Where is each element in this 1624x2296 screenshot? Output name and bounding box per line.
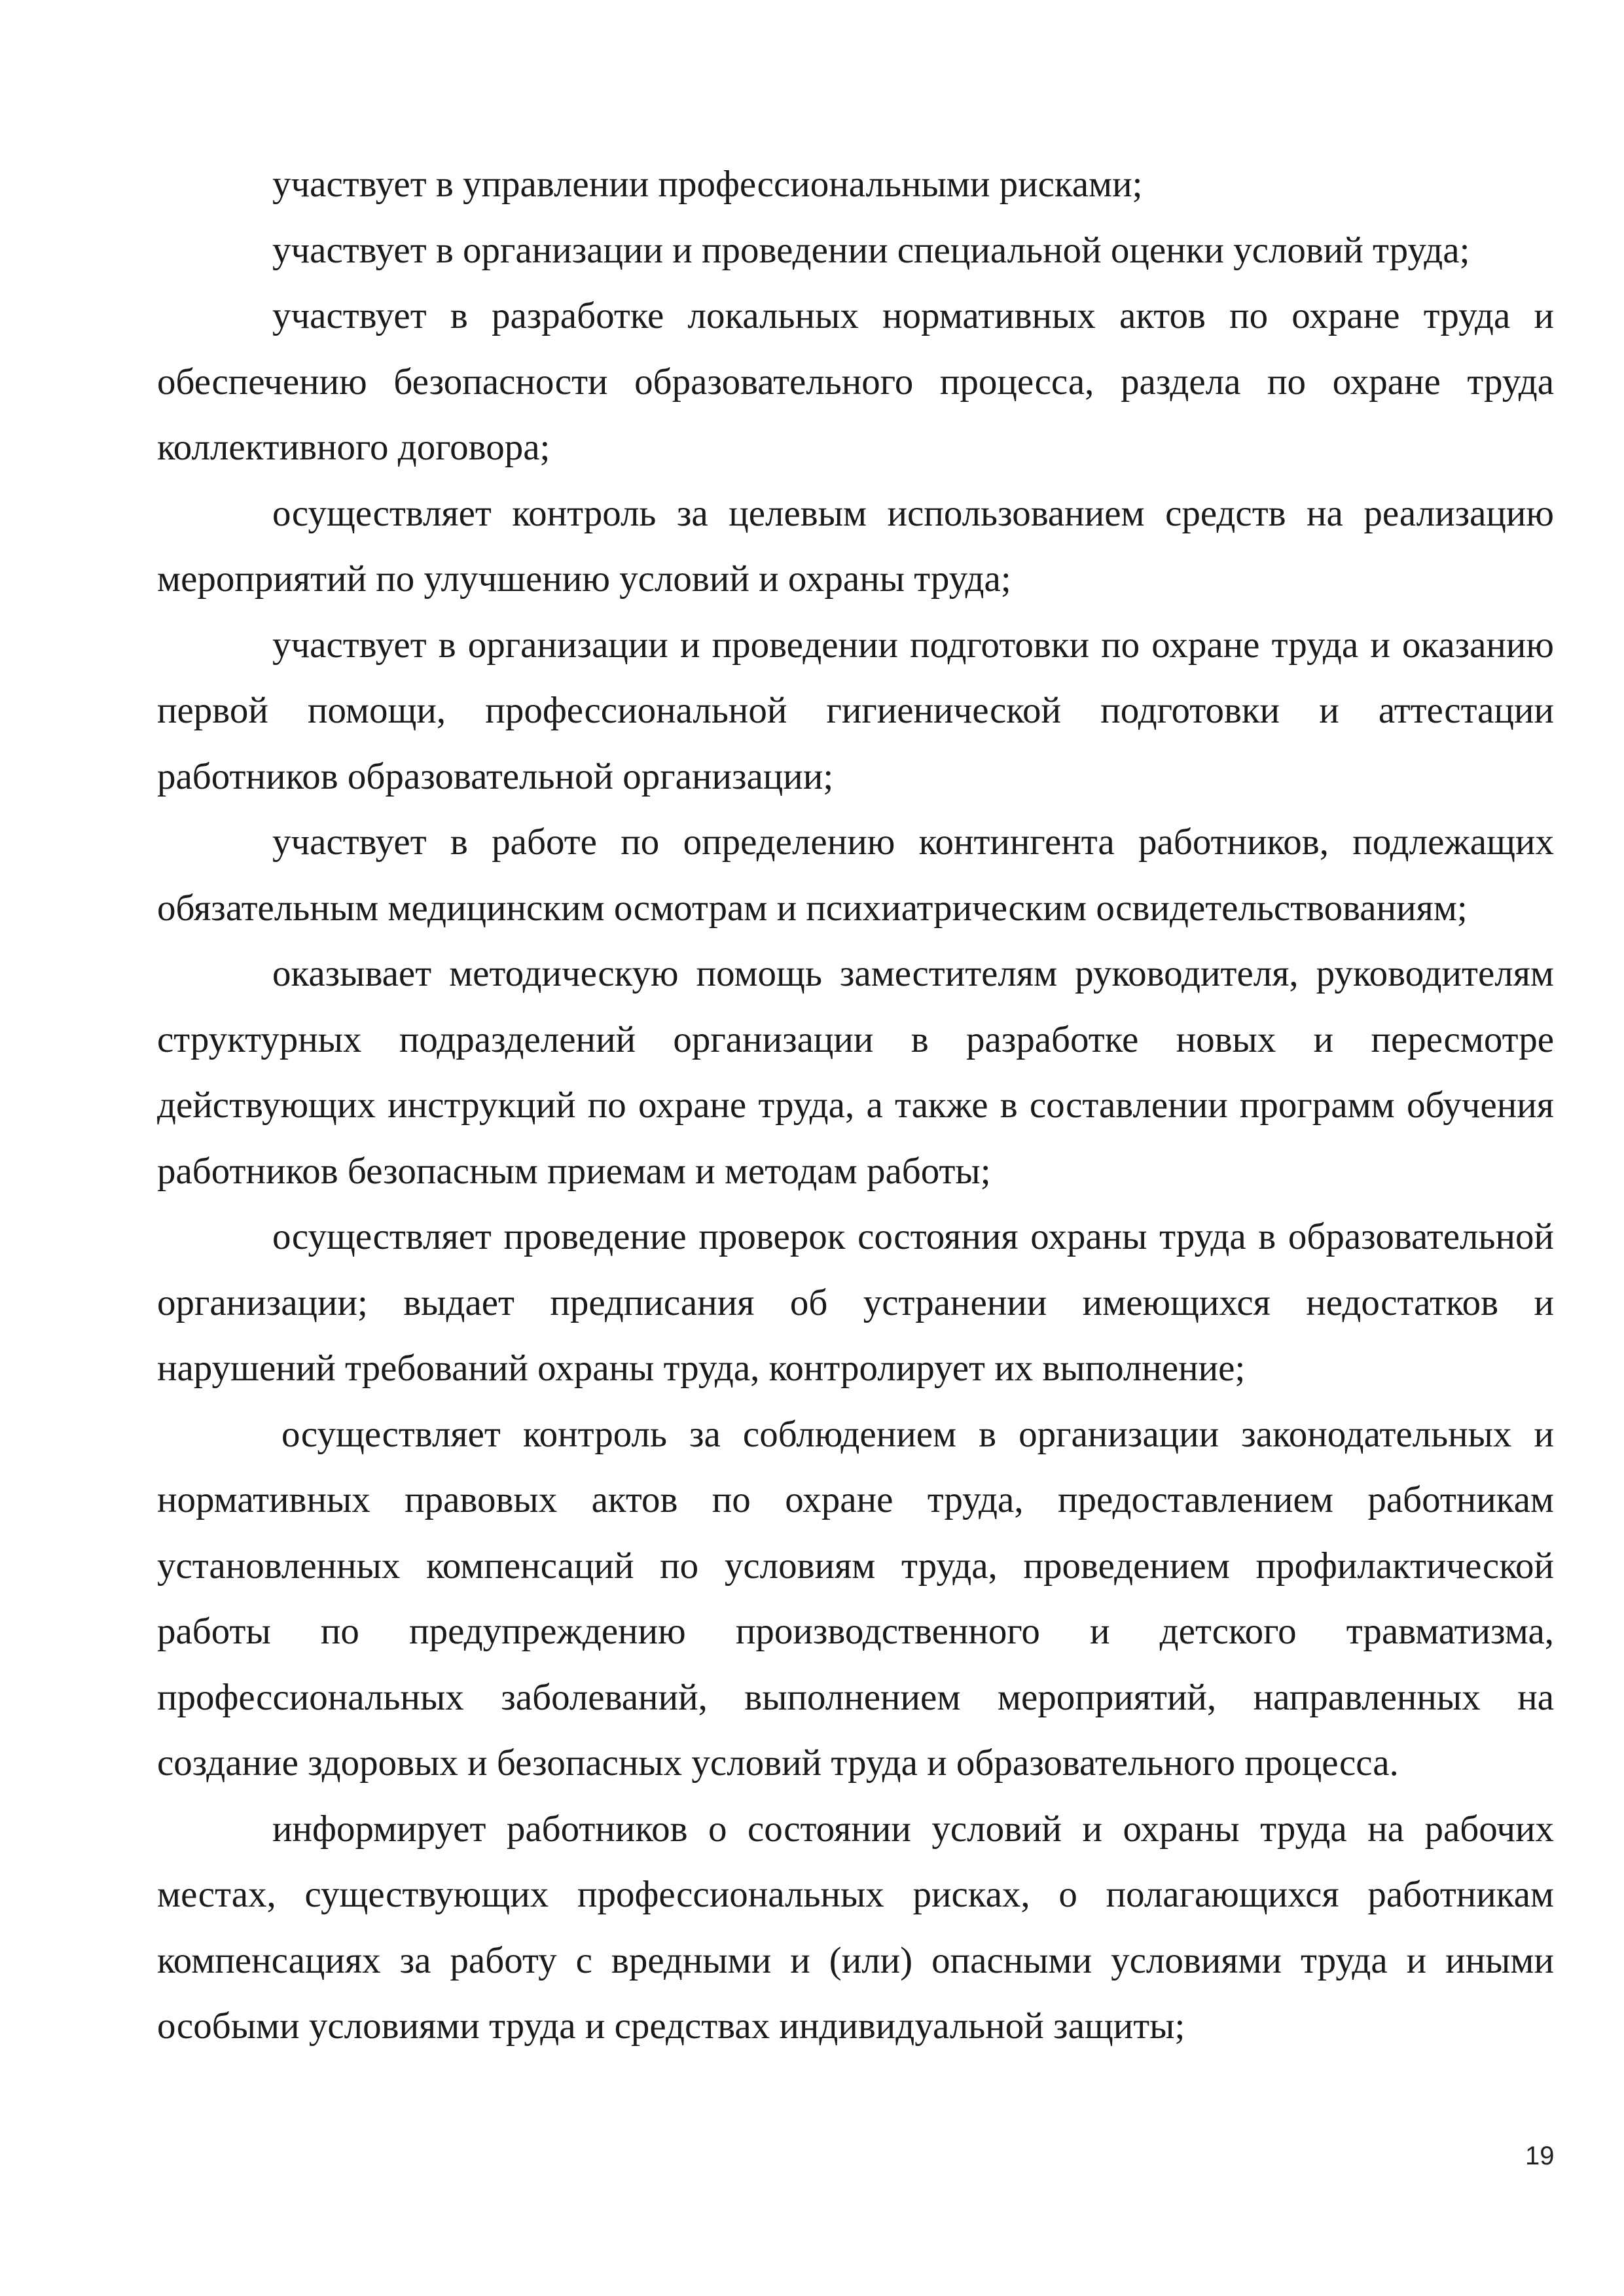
paragraph: осуществляет проведение проверок состояния охраны труда в образовательной организации; выдает предписания об устранении имеющихся недостатков и нарушений требований охраны труда, контролирует их выполнение; <box>157 1216 1554 1389</box>
paragraph: участвует в управлении профессиональными рисками; <box>272 164 1143 205</box>
paragraph: оказывает методическую помощь заместителям руководителя, руководителям структурных подразделений организации в разработке новых и пересмотре действующих инструкций по охране труда, а также в составлении программ обучения работников безопасным приемам и методам работы; <box>157 953 1554 1192</box>
paragraph: участвует в организации и проведении подготовки по охране труда и оказанию первой помощи, профессиональной гигиенической подготовки и аттестации работников образовательной организации; <box>157 624 1554 797</box>
paragraph: осуществляет контроль за соблюдением в организации законодательных и нормативных правовых актов по охране труда, предоставлением работникам установленных компенсаций по условиям труда, проведением профилактической работы по предупреждению производственного и детского травматизма, профессиональных заболеваний, выполнением мероприятий, направленных на создание здоровых и безопасных условий труда и образовательного процесса. <box>157 1413 1554 1784</box>
paragraph: участвует в разработке локальных нормативных актов по охране труда и обеспечению безопасности образовательного процесса, раздела по охране труда коллективного договора; <box>157 295 1554 468</box>
paragraph: информирует работников о состоянии условий и охраны труда на рабочих местах, существующих профессиональных рисках, о полагающихся работникам компенсациях за работу с вредными и (или) опасными условиями труда и иными особыми условиями труда и средствах индивидуальной защиты; <box>157 1808 1554 2047</box>
paragraph: осуществляет контроль за целевым использованием средств на реализацию мероприятий по улучшению условий и охраны труда; <box>157 492 1554 600</box>
paragraph: участвует в организации и проведении специальной оценки условий труда; <box>272 229 1470 271</box>
paragraph: участвует в работе по определению контингента работников, подлежащих обязательным медицинским осмотрам и психиатрическим освидетельствованиям; <box>157 821 1554 929</box>
page-number: 19 <box>1525 2142 1555 2170</box>
document-body <box>157 152 1554 2060</box>
